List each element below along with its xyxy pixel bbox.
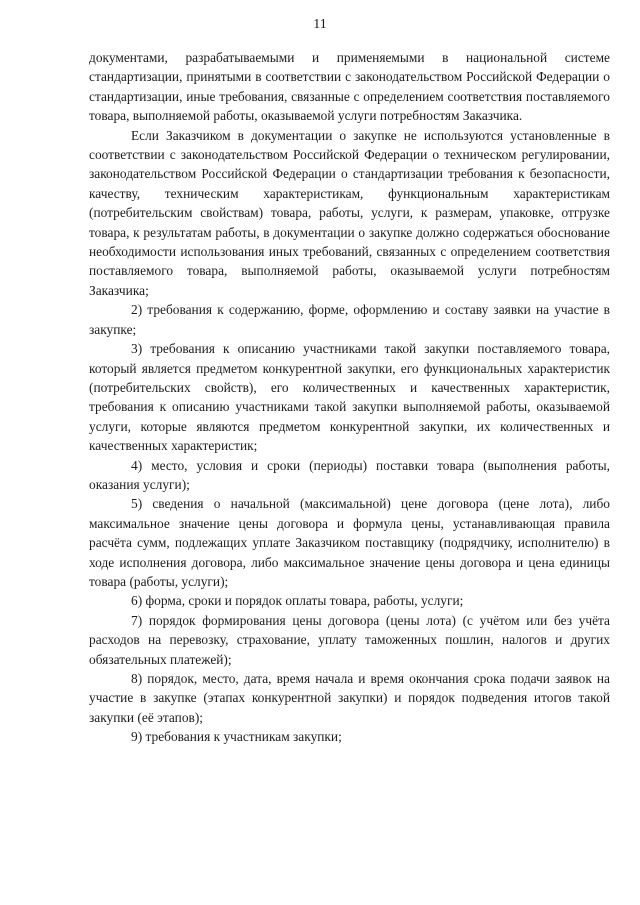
list-item-3: 3) требования к описанию участниками такой закупки поставляемого товара, который является предметом конкурентной закупки, его функциональных характеристик (потребительских свойств), его количественных и качественных характеристик, требования к описанию участниками такой закупки выполняемой работы, оказываемой услуги, которые являются предметом конкурентной закупки, их количественных и качественных характеристик; [89, 341, 610, 454]
list-item-9: 9) требования к участникам закупки; [131, 729, 342, 745]
page-number: 11 [313, 17, 327, 32]
list-item-6: 6) форма, сроки и порядок оплаты товара, работы, услуги; [131, 593, 464, 609]
document-body [89, 48, 610, 747]
list-item-2: 2) требования к содержанию, форме, оформлению и составу заявки на участие в закупке; [89, 302, 610, 337]
paragraph-continuation: документами, разрабатываемыми и применяемыми в национальной системе стандартизации, принятыми в соответствии с законодательством Российской Федерации о стандартизации, иные требования, связанные с определением соответствия поставляемого товара, выполняемой работы, оказываемой услуги потребностям Заказчика. [89, 50, 610, 124]
list-item-4: 4) место, условия и сроки (периоды) поставки товара (выполнения работы, оказания услуги); [89, 457, 610, 492]
list-item-5: 5) сведения о начальной (максимальной) цене договора (цене лота), либо максимальное значение цены договора и формула цены, устанавливающая правила расчёта сумм, подлежащих уплате Заказчиком поставщику (подрядчику, исполнителю) в ходе исполнения договора, либо максимальное значение цены договора и цена единицы товара (работы, услуги); [89, 496, 610, 589]
paragraph-justification: Если Заказчиком в документации о закупке не используются установленные в соответствии с законодательством Российской Федерации о техническом регулировании, законодательством Российской Федерации о стандартизации требования к безопасности, качеству, техническим характеристикам, функциональным характеристикам (потребительским свойствам) товара, работы, услуги, к размерам, упаковке, отгрузке товара, к результатам работы, в документации о закупке должно содержаться обоснование необходимости использования иных требований, связанных с определением соответствия поставляемого товара, выполняемой работы, оказываемой услуги потребностям Заказчика; [89, 127, 610, 298]
list-item-7: 7) порядок формирования цены договора (цены лота) (с учётом или без учёта расходов на перевозку, страхование, уплату таможенных пошлин, налогов и других обязательных платежей); [89, 612, 610, 667]
list-item-8: 8) порядок, место, дата, время начала и время окончания срока подачи заявок на участие в закупке (этапах конкурентной закупки) и порядок подведения итогов такой закупки (её этапов); [89, 671, 610, 725]
